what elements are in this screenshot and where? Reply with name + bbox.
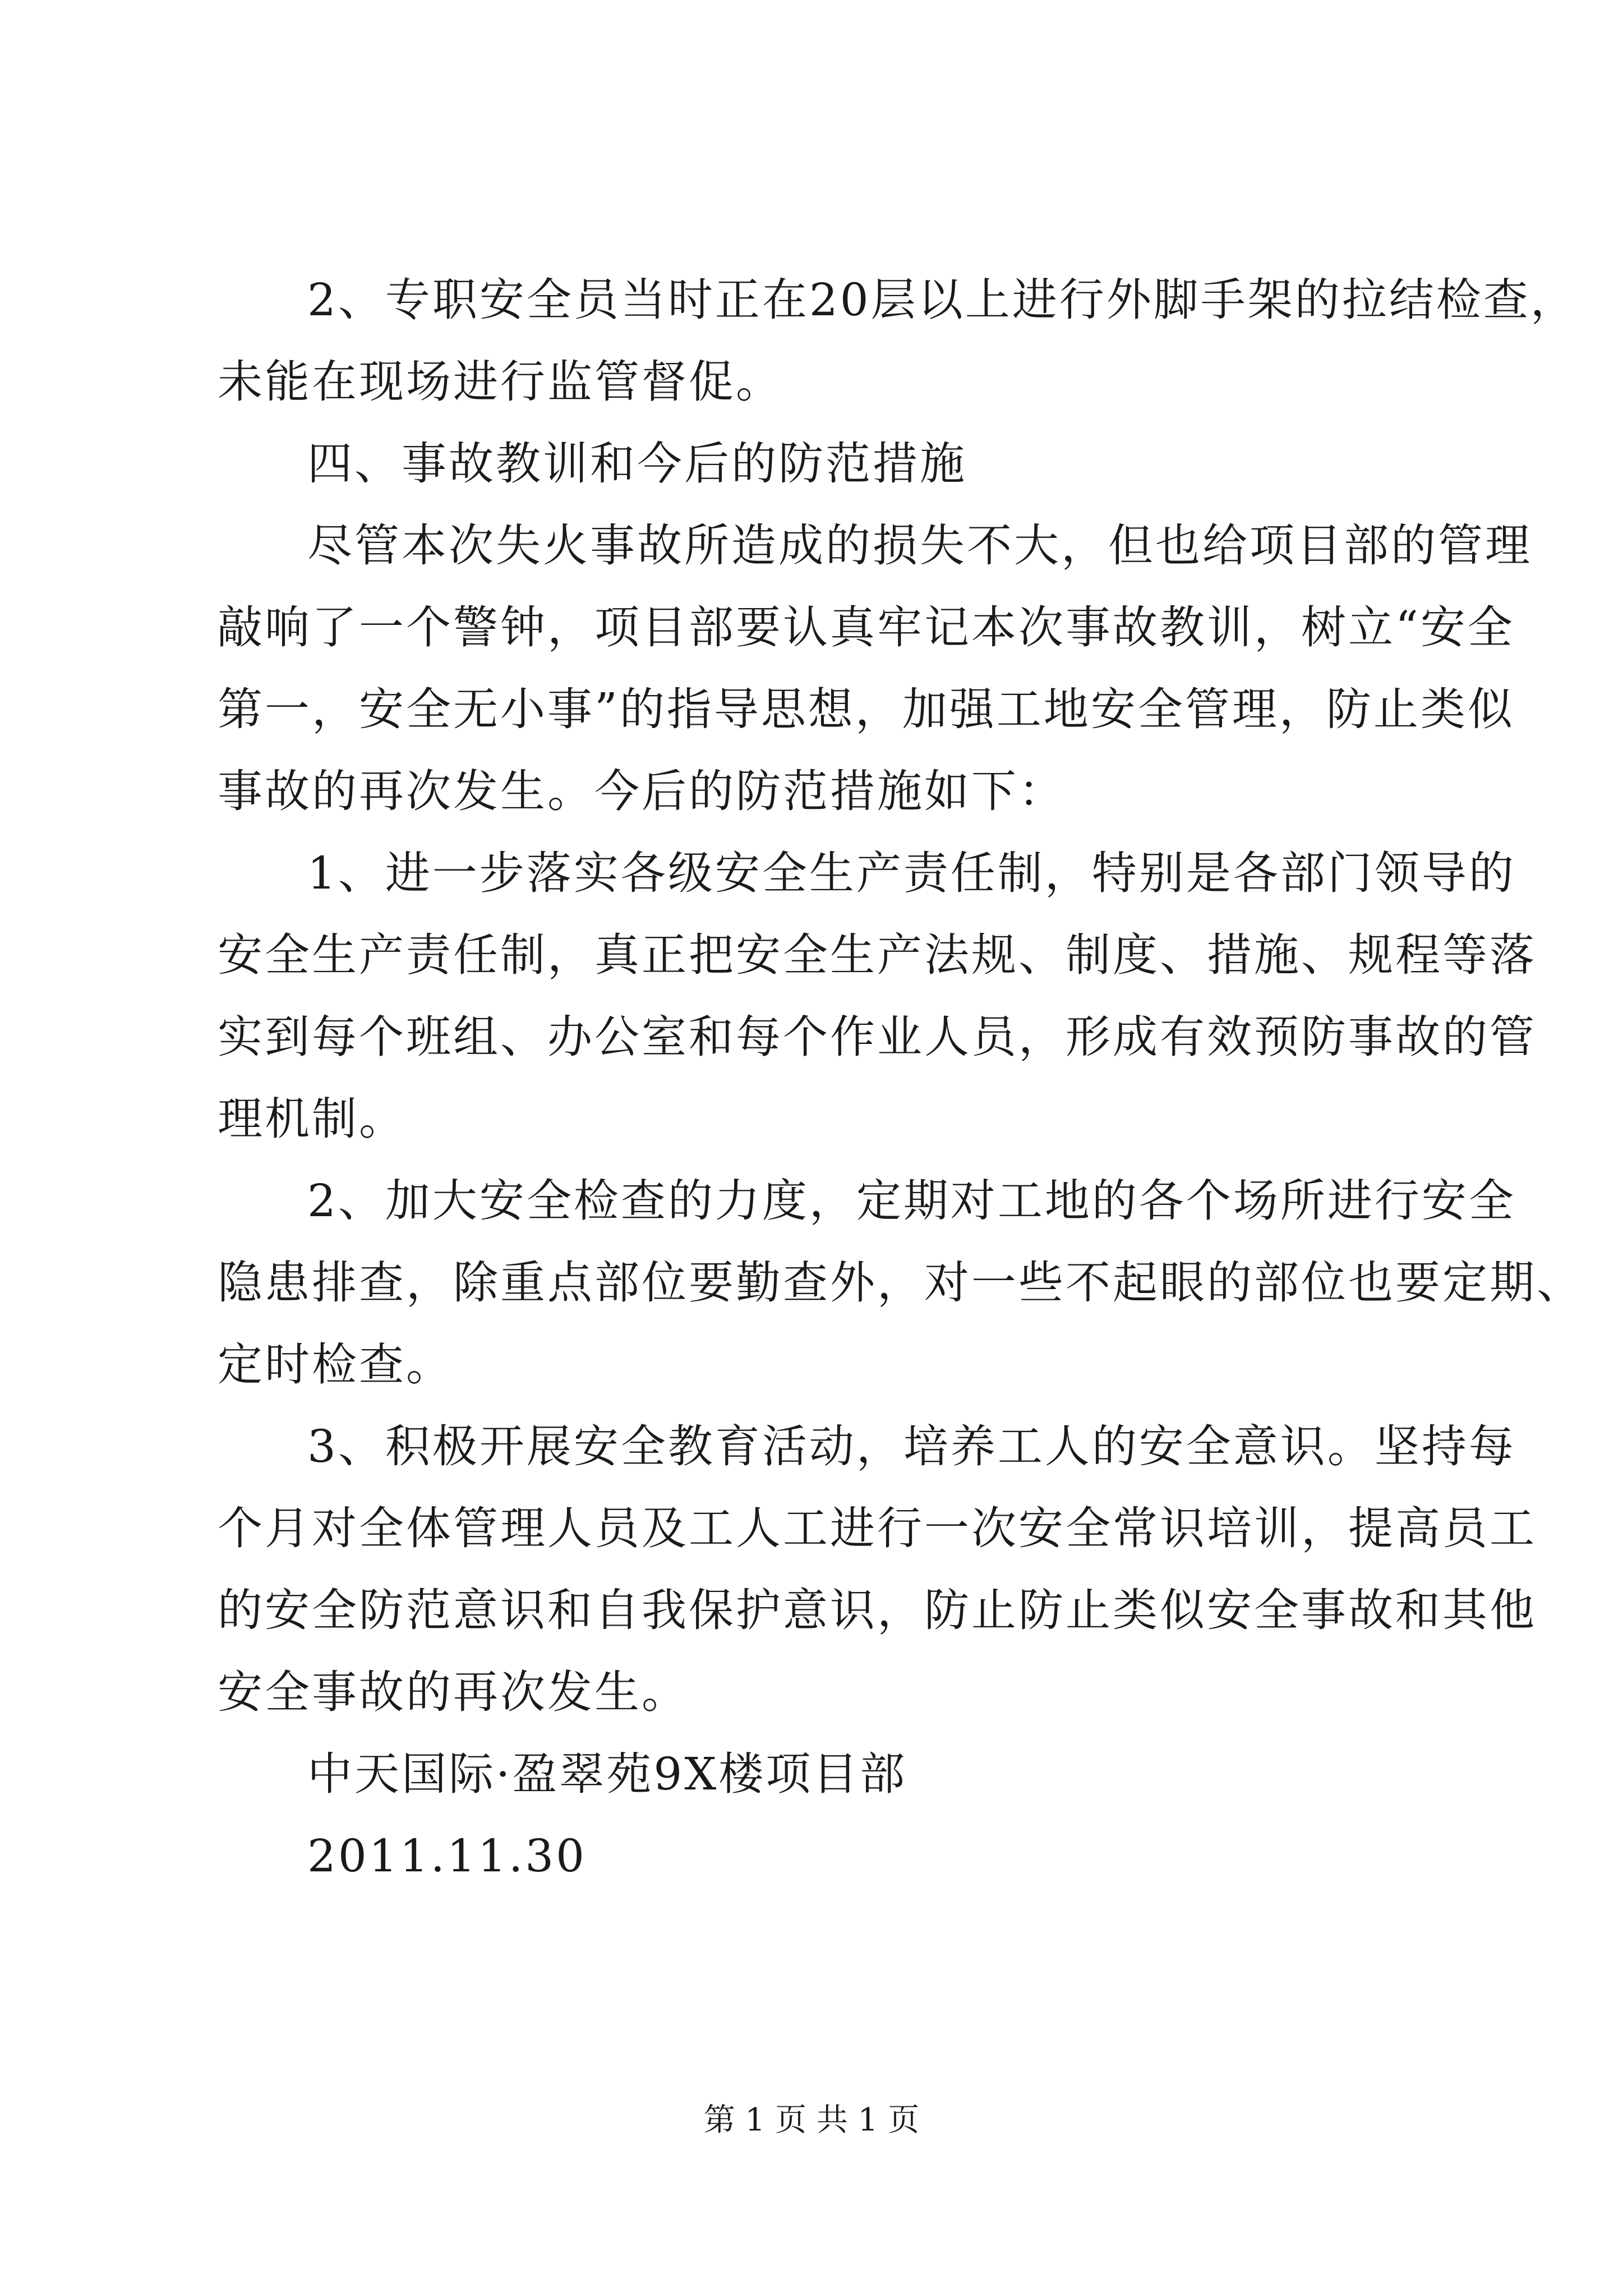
paragraph [218,259,1578,423]
text-line: 的安全防范意识和自我保护意识，防止防止类似安全事故和其他 [218,1584,1537,1636]
signature-block [218,1733,1418,1897]
paragraph [218,505,1532,832]
text-line: 事故的再次发生。今后的防范措施如下： [218,765,1066,817]
paragraph [218,1406,1537,1733]
text-line: 定时检查。 [218,1338,453,1391]
signature-date: 2011.11.30 [307,1830,587,1882]
page-footer [0,2101,1623,2140]
text-line: 安全生产责任制，真正把安全生产法规、制度、措施、规程等落 [218,929,1537,981]
page-number-label: 第 1 页 共 1 页 [703,2102,920,2138]
signature-organization: 中天国际·盈翠苑9X楼项目部 [307,1748,907,1800]
text-line: 2、专职安全员当时正在20层以上进行外脚手架的拉结检查， [307,274,1578,326]
document-body [218,259,1584,1897]
paragraph [218,1160,1584,1406]
text-line: 敲响了一个警钟，项目部要认真牢记本次事故教训，树立“安全 [218,601,1515,654]
text-line: 实到每个班组、办公室和每个作业人员，形成有效预防事故的管 [218,1011,1537,1063]
text-line: 3、积极开展安全教育活动，培养工人的安全意识。坚持每 [307,1420,1516,1473]
text-line: 第一，安全无小事”的指导思想，加强工地安全管理，防止类似 [218,683,1515,735]
paragraph [218,832,1537,1160]
text-line: 1、进一步落实各级安全生产责任制，特别是各部门领导的 [307,847,1516,899]
section-heading [218,423,1418,505]
heading-text: 四、事故教训和今后的防范措施 [307,438,967,490]
text-line: 隐患排查，除重点部位要勤查外，对一些不起眼的部位也要定期、 [218,1257,1584,1309]
text-line: 安全事故的再次发生。 [218,1666,689,1718]
text-line: 理机制。 [218,1093,406,1145]
text-line: 个月对全体管理人员及工人工进行一次安全常识培训，提高员工 [218,1502,1537,1554]
text-line: 2、加大安全检查的力度，定期对工地的各个场所进行安全 [307,1175,1516,1227]
text-line: 尽管本次失火事故所造成的损失不大，但也给项目部的管理 [307,519,1532,572]
text-line: 未能在现场进行监管督促。 [218,356,783,408]
